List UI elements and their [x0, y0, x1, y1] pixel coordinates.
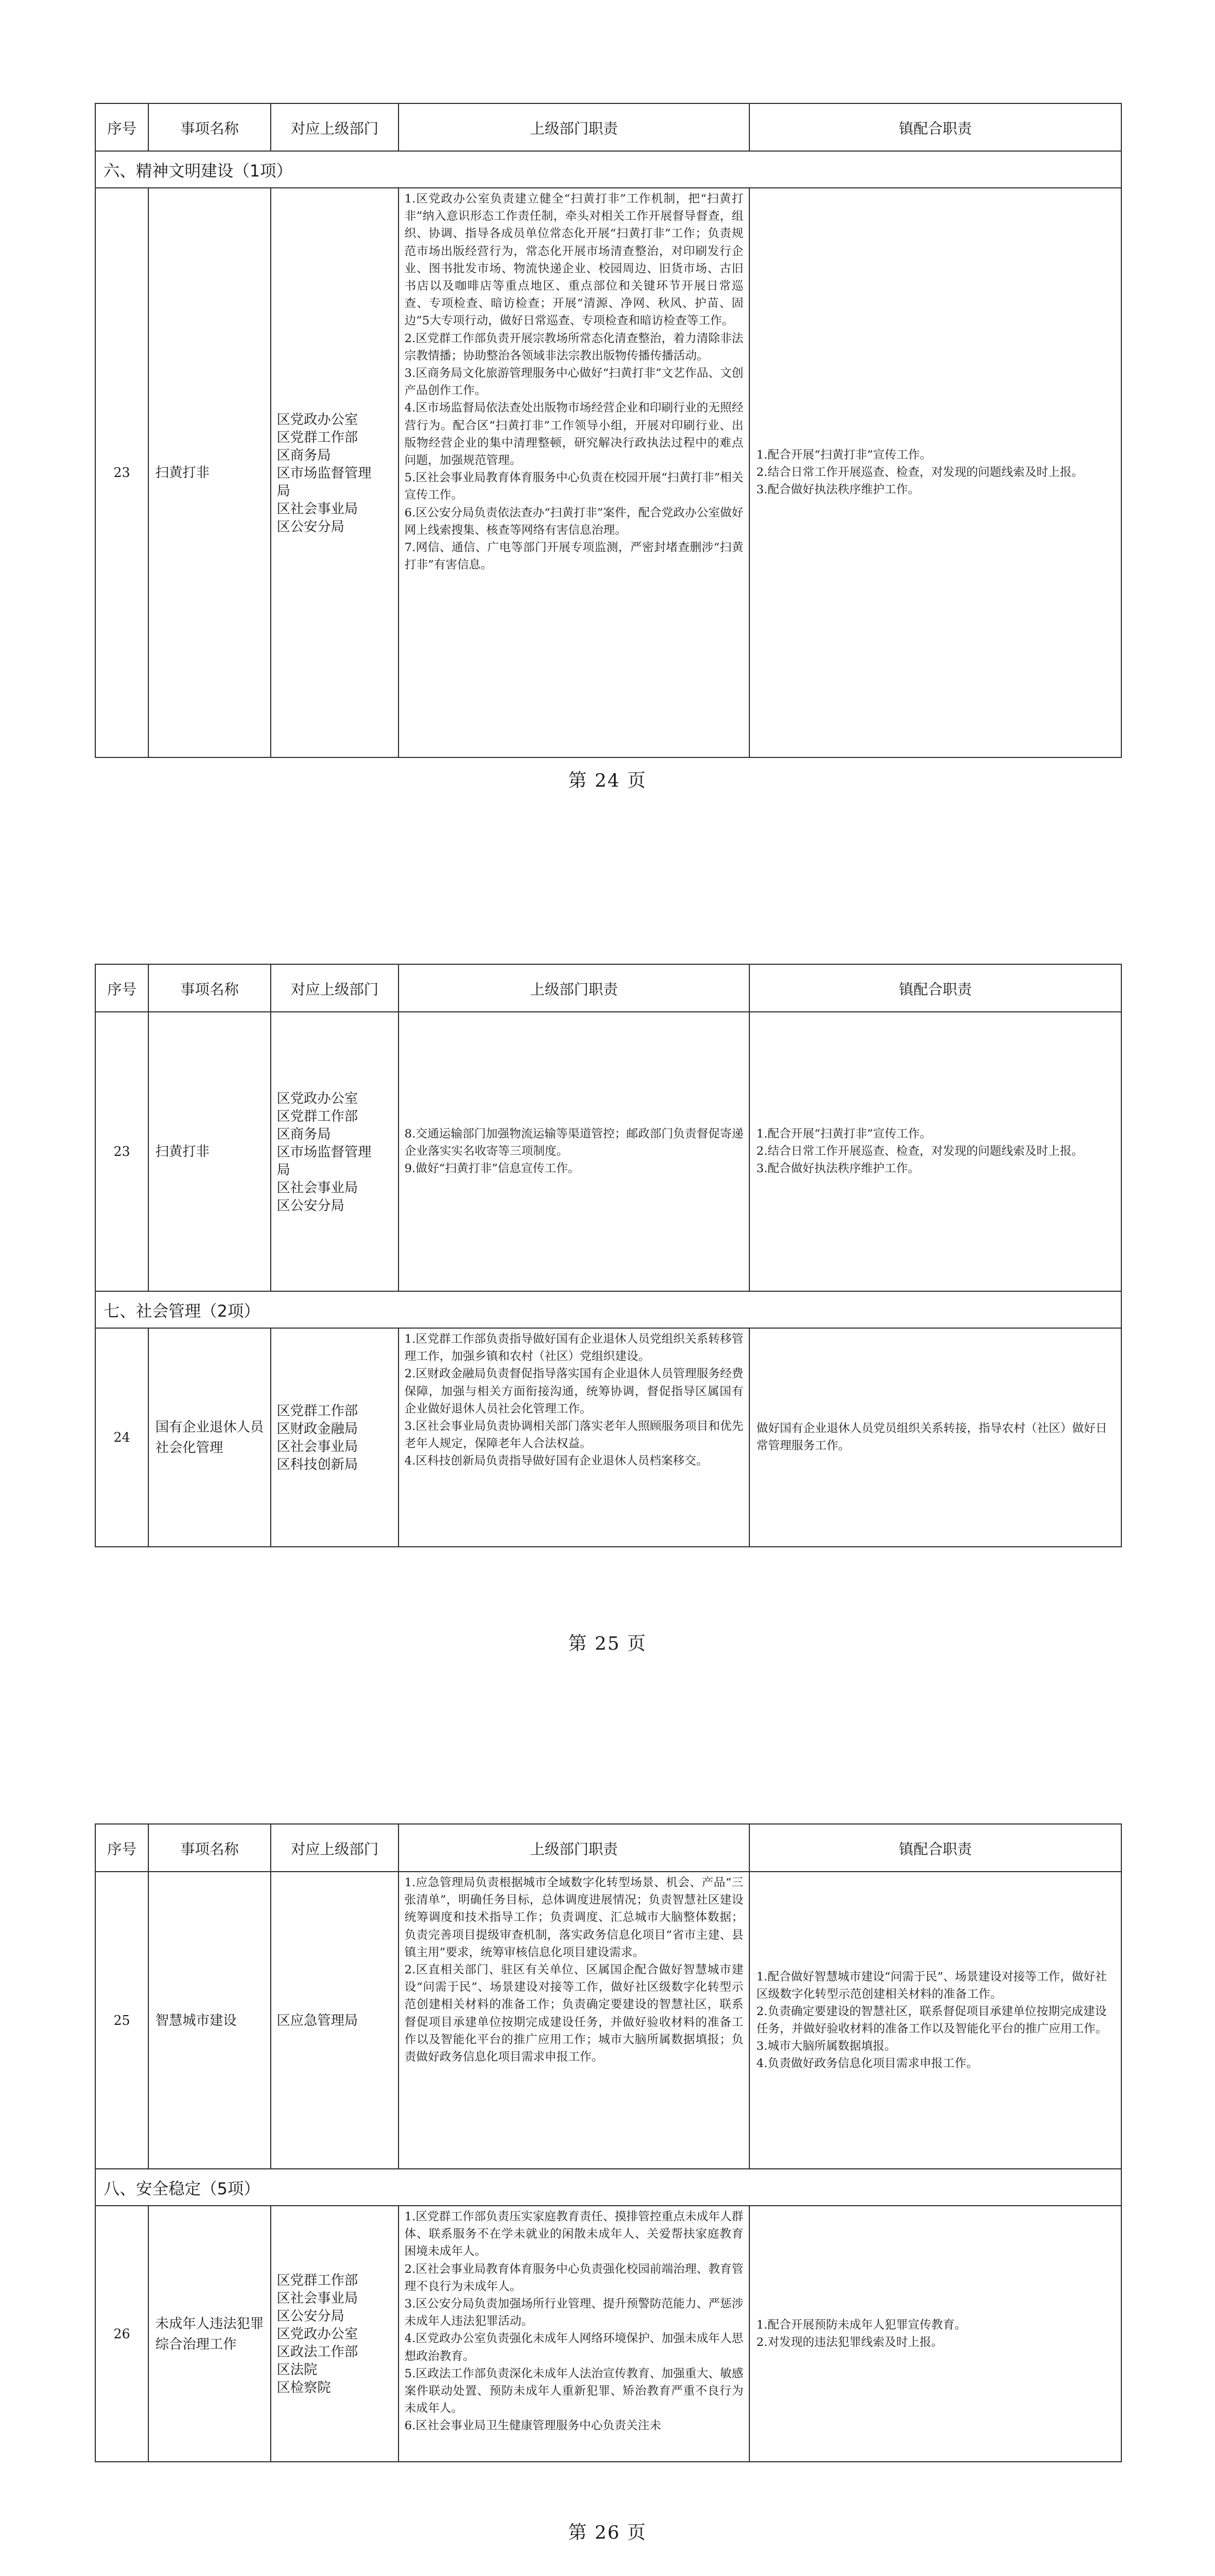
dept-item: 区财政金融局 [277, 1421, 358, 1436]
section-row [95, 2169, 1121, 2206]
table-row [95, 188, 1121, 757]
duty-item: 5.区社会事业局教育体育服务中心负责在校园开展“扫黄打非”相关宣传工作。 [404, 471, 743, 502]
row-number: 25 [95, 1872, 148, 2169]
page-number: 第 25 页 [568, 1633, 647, 1655]
dept-item: 局 [277, 482, 291, 499]
header-name: 事项名称 [148, 964, 271, 1012]
page-number: 第 26 页 [568, 2522, 647, 2544]
duty-item: 2.区直相关部门、驻区有关单位、区属国企配合做好智慧城市建设“问需于民”、场景建设对接等工作，做好社区级数字化转型示范创建相关材料的准备工作；负责确定要建设的智慧社区，联系督促项目承建单位按期完成建设任务，并做好验收材料的准备工作以及智能化平台的推广应用工作；城市大脑所属数据填报；负责做好政务信息化项目需求申报工作。 [404, 1963, 743, 2064]
row-number: 24 [95, 1328, 148, 1547]
dept-list [271, 1012, 399, 1291]
dept-item: 区社会事业局 [277, 2290, 358, 2306]
duty-item: 7.网信、通信、广电等部门开展专项监测，严密封堵查删涉“扫黄打非”有害信息。 [404, 541, 743, 572]
header-duty: 上级部门职责 [399, 964, 749, 1012]
coop-item: 3.配合做好执法秩序维护工作。 [756, 1162, 920, 1175]
header-name: 事项名称 [148, 1824, 271, 1872]
dept-item: 区应急管理局 [277, 2012, 358, 2028]
dept-item: 区检察院 [277, 2379, 331, 2395]
duty-item: 3.区公安分局负责加强场所行业管理、提升预警防范能力、严惩涉未成年人违法犯罪活动。 [404, 2297, 743, 2329]
row-number: 23 [95, 188, 148, 757]
duty-item: 4.区市场监督局依法查处出版物市场经营企业和印刷行业的无照经营行为。配合区“扫黄打非”工作领导小组，开展对印刷行业、出版物经营企业的集中清理整顿，研究解决行政执法过程中的难点问题，加强规范管理。 [404, 401, 743, 468]
duty-item: 3.区商务局文化旅游管理服务中心做好“扫黄打非”文艺作品、文创产品创作工作。 [404, 367, 743, 398]
duty-cell [399, 1012, 749, 1291]
coop-item: 1.配合开展“扫黄打非”宣传工作。 [756, 448, 932, 462]
header-coop: 镇配合职责 [749, 103, 1121, 151]
dept-item: 区党群工作部 [277, 1403, 358, 1418]
dept-item: 区社会事业局 [277, 500, 358, 516]
section-row [95, 151, 1121, 188]
dept-item: 区政法工作部 [277, 2344, 358, 2359]
dept-item: 区公安分局 [277, 1197, 345, 1213]
row-number: 26 [95, 2206, 148, 2462]
page-number: 第 24 页 [568, 770, 647, 792]
header-dept: 对应上级部门 [271, 1824, 399, 1872]
coop-item: 1.配合开展“扫黄打非”宣传工作。 [756, 1127, 932, 1141]
dept-item: 区商务局 [277, 447, 331, 463]
dept-item: 区公安分局 [277, 518, 345, 534]
item-name: 国有企业退休人员社会化管理 [148, 1328, 271, 1547]
duty-item: 4.区科技创新局负责指导做好国有企业退休人员档案移交。 [404, 1454, 708, 1468]
duty-item: 1.区党政办公室负责建立健全“扫黄打非”工作机制，把“扫黄打非”纳入意识形态工作责任制，牵头对相关工作开展督导督查，组织、协调、指导各成员单位常态化开展“扫黄打非”工作；负责规范市场出版经营行为，常态化开展市场清查整治，对印刷发行企业、图书批发市场、物流快递企业、校园周边、旧货市场、古旧书店以及咖啡店等重点地区、重点部位和关键环节开展日常巡查、专项检查、暗访检查；开展“清源、净网、秋风、护苗、固边”5大专项行动，做好日常巡查、专项检查和暗访检查等工作。 [404, 192, 743, 328]
coop-item: 3.城市大脑所属数据填报。 [756, 2039, 897, 2053]
item-name: 扫黄打非 [148, 188, 271, 757]
duty-item: 4.区党政办公室负责强化未成年人网络环境保护、加强未成年人思想政治教育。 [404, 2332, 743, 2363]
table-header [95, 1824, 1121, 1872]
coop-item: 2.对发现的违法犯罪线索及时上报。 [756, 2335, 943, 2349]
header-no: 序号 [95, 1824, 148, 1872]
header-duty: 上级部门职责 [399, 1824, 749, 1872]
duty-item: 5.区政法工作部负责深化未成年人法治宣传教育、加强重大、敏感案件联动处置、预防未成年人重新犯罪、矫治教育严重不良行为未成年人。 [404, 2366, 743, 2416]
dept-item: 区社会事业局 [277, 1179, 358, 1195]
duty-item: 6.区公安分局负责依法查办“扫黄打非”案件，配合党政办公室做好网上线索搜集、核查等网络有害信息治理。 [404, 506, 743, 537]
dept-item: 区党政办公室 [277, 2326, 358, 2342]
duty-item: 3.区社会事业局负责协调相关部门落实老年人照顾服务项目和优先老年人规定，保障老年人合法权益。 [404, 1420, 743, 1451]
dept-list [271, 2206, 399, 2462]
duty-cell [399, 2206, 749, 2462]
section-title: 六、精神文明建设（1项） [95, 151, 1121, 188]
item-name: 扫黄打非 [148, 1012, 271, 1291]
dept-item: 区法院 [277, 2362, 318, 2377]
dept-item: 区公安分局 [277, 2308, 345, 2324]
duty-item: 1.区党群工作部负责指导做好国有企业退休人员党组织关系转移管理工作，加强乡镇和农村（社区）党组织建设。 [404, 1332, 743, 1364]
header-coop: 镇配合职责 [749, 964, 1121, 1012]
duty-item: 9.做好“扫黄打非”信息宣传工作。 [404, 1162, 580, 1176]
table-header [95, 964, 1121, 1012]
dept-item: 局 [277, 1161, 291, 1178]
dept-list [271, 1328, 399, 1547]
coop-item: 1.配合开展预防未成年人犯罪宣传教育。 [756, 2318, 966, 2332]
coop-item: 2.结合日常工作开展巡查、检查，对发现的问题线索及时上报。 [756, 466, 1083, 479]
section-title: 七、社会管理（2项） [95, 1291, 1121, 1328]
coop-item: 1.配合做好智慧城市建设“问需于民”、场景建设对接等工作，做好社区级数字化转型示范创建相关材料的准备工作。 [756, 1970, 1107, 2001]
header-dept: 对应上级部门 [271, 103, 399, 151]
row-number: 23 [95, 1012, 148, 1291]
section-title: 八、安全稳定（5项） [95, 2169, 1121, 2206]
coop-item: 做好国有企业退休人员党员组织关系转接，指导农村（社区）做好日常管理服务工作。 [756, 1422, 1107, 1453]
table-row [95, 1012, 1121, 1291]
dept-item: 区商务局 [277, 1126, 331, 1142]
dept-item: 区社会事业局 [277, 1439, 358, 1454]
dept-item: 区科技创新局 [277, 1456, 358, 1472]
coop-item: 2.结合日常工作开展巡查、检查，对发现的问题线索及时上报。 [756, 1145, 1083, 1158]
header-no: 序号 [95, 103, 148, 151]
dept-item: 区市场监督管理 [277, 1143, 372, 1160]
table-row [95, 2206, 1121, 2462]
duty-item: 2.区社会事业局教育体育服务中心负责强化校园前端治理、教育管理不良行为未成年人。 [404, 2262, 743, 2293]
responsibility-table [95, 964, 1122, 1547]
duty-item: 6.区社会事业局卫生健康管理服务中心负责关注未 [404, 2419, 662, 2433]
coop-cell [749, 1012, 1121, 1291]
dept-item: 区市场监督管理 [277, 465, 372, 481]
dept-item: 区党群工作部 [277, 429, 358, 445]
table-row [95, 1872, 1121, 2169]
dept-item: 区党群工作部 [277, 1108, 358, 1124]
dept-item: 区党政办公室 [277, 1090, 358, 1106]
duty-item: 1.区党群工作部负责压实家庭教育责任、摸排管控重点未成年人群体、联系服务不在学未就业的闲散未成年人、关爱帮扶家庭教育困境未成年人。 [404, 2210, 743, 2259]
item-name: 未成年人违法犯罪综合治理工作 [148, 2206, 271, 2462]
duty-item: 8.交通运输部门加强物流运输等渠道管控；邮政部门负责督促寄递企业落实实名收寄等三项制度。 [404, 1127, 743, 1158]
table-header [95, 103, 1121, 151]
header-name: 事项名称 [148, 103, 271, 151]
coop-cell [749, 2206, 1121, 2462]
header-dept: 对应上级部门 [271, 964, 399, 1012]
coop-item: 2.负责确定要建设的智慧社区，联系督促项目承建单位按期完成建设任务，并做好验收材料的准备工作以及智能化平台的推广应用工作。 [756, 2004, 1107, 2036]
duty-cell [399, 1328, 749, 1547]
dept-item: 区党群工作部 [277, 2272, 358, 2288]
table-row [95, 1328, 1121, 1547]
duty-cell [399, 188, 749, 757]
header-coop: 镇配合职责 [749, 1824, 1121, 1872]
duty-item: 2.区党群工作部负责开展宗教场所常态化清查整治，着力清除非法宗教情播；协助整治各领域非法宗教出版物传播传播活动。 [404, 331, 743, 363]
duty-cell [399, 1872, 749, 2169]
coop-item: 3.配合做好执法秩序维护工作。 [756, 483, 920, 496]
dept-item: 区党政办公室 [277, 411, 358, 427]
coop-item: 4.负责做好政务信息化项目需求申报工作。 [756, 2056, 978, 2070]
item-name: 智慧城市建设 [148, 1872, 271, 2169]
coop-cell [749, 188, 1121, 757]
coop-cell [749, 1872, 1121, 2169]
duty-item: 2.区财政金融局负责督促指导落实国有企业退休人员管理服务经费保障，加强与相关方面衔接沟通，统筹协调，督促指导区属国有企业做好退休人员社会化管理工作。 [404, 1367, 743, 1416]
section-row [95, 1291, 1121, 1328]
header-duty: 上级部门职责 [399, 103, 749, 151]
coop-cell [749, 1328, 1121, 1547]
responsibility-table [95, 1823, 1122, 2462]
dept-list [271, 1872, 399, 2169]
header-no: 序号 [95, 964, 148, 1012]
dept-list [271, 188, 399, 757]
responsibility-table [95, 103, 1122, 758]
duty-item: 1.应急管理局负责根据城市全域数字化转型场景、机会、产品“三张清单”，明确任务目标，总体调度进展情况；负责智慧社区建设统筹调度和技术指导工作；负责调度、汇总城市大脑整体数据；负责完善项目提级审查机制，落实政务信息化项目“省市主建、县镇主用”要求，统筹审核信息化项目建设需求。 [404, 1876, 743, 1959]
